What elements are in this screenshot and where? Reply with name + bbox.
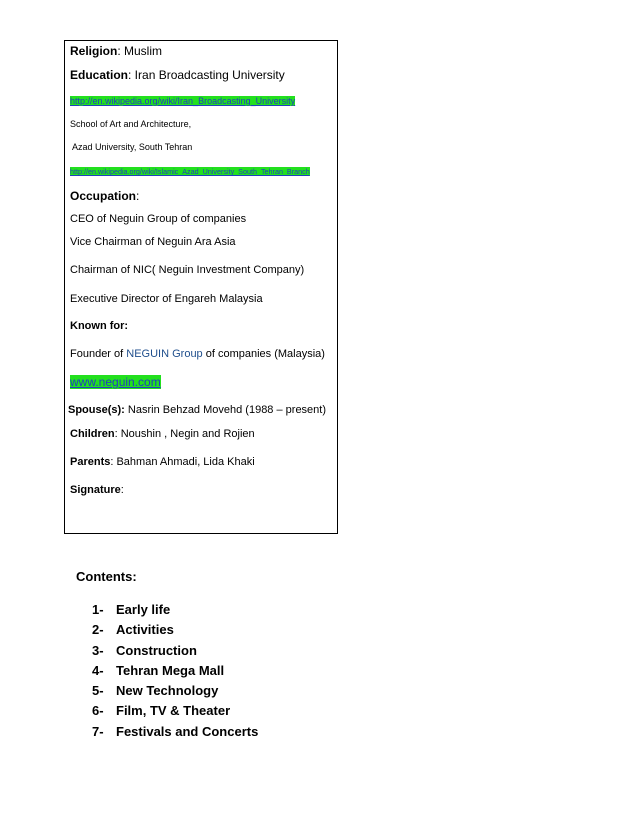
occupation-item: Executive Director of Engareh Malaysia (70, 293, 263, 305)
education-label: Education (70, 68, 129, 82)
website-link[interactable]: www.neguin.com (70, 375, 161, 389)
contents-item-number: 4- (92, 662, 104, 678)
contents-item[interactable] (92, 600, 258, 620)
signature-label: Signature (70, 484, 121, 496)
founder-before: Founder of (70, 348, 127, 360)
contents-item-number: 6- (92, 703, 104, 719)
education-link[interactable]: http://en.wikipedia.org/wiki/Iran_Broadcasting_University (70, 96, 296, 106)
religion-value: : Muslim (117, 44, 163, 58)
contents-item-label: Festivals and Concerts (116, 723, 259, 739)
azad-link-row (70, 167, 310, 176)
signature-value: : (120, 484, 124, 496)
occupation-item: Chairman of NIC( Neguin Investment Company) (70, 264, 305, 276)
contents-item[interactable] (92, 661, 258, 681)
religion-row (70, 44, 162, 58)
contents-item[interactable] (92, 722, 258, 742)
parents-row (70, 456, 255, 468)
contents-item-number: 5- (92, 683, 104, 699)
contents-title: Contents: (76, 569, 137, 584)
contents-item-label: Film, TV & Theater (116, 703, 231, 719)
azad-line: Azad University, South Tehran (72, 142, 193, 152)
contents-item[interactable] (92, 681, 258, 701)
website-row (70, 375, 161, 389)
azad-link[interactable]: http://en.wikipedia.org/wiki/Islamic_Azad_University_South_Tehran_Branch (70, 167, 310, 176)
neguin-group-text: NEGUIN Group (126, 348, 203, 360)
contents-item[interactable] (92, 701, 258, 721)
occupation-item: CEO of Neguin Group of companies (70, 213, 247, 225)
contents-list (92, 600, 258, 742)
education-row (70, 68, 285, 82)
known-for-label: Known for: (70, 320, 129, 332)
contents-item-label: Activities (116, 622, 174, 638)
contents-item-label: Tehran Mega Mall (116, 662, 225, 678)
parents-label: Parents (70, 456, 111, 468)
spouse-label: Spouse(s): (68, 404, 125, 416)
contents-item-number: 7- (92, 723, 104, 739)
parents-value: : Bahman Ahmadi, Lida Khaki (110, 456, 255, 468)
children-row (70, 428, 255, 440)
contents-item[interactable] (92, 620, 258, 640)
education-value: : Iran Broadcasting University (128, 68, 285, 82)
spouse-value: Nasrin Behzad Movehd (1988 – present) (124, 404, 327, 416)
occupation-item: Vice Chairman of Neguin Ara Asia (70, 236, 236, 248)
contents-item-label: Construction (116, 642, 197, 658)
founder-after: of companies (Malaysia) (202, 348, 325, 360)
spouse-row (68, 404, 326, 416)
children-label: Children (70, 428, 115, 440)
contents-item-number: 2- (92, 622, 104, 638)
contents-item-number: 1- (92, 602, 104, 617)
religion-label: Religion (70, 44, 118, 58)
occupation-value: : (136, 189, 140, 203)
contents-item[interactable] (92, 641, 258, 661)
infobox (64, 40, 338, 534)
founder-row (70, 348, 325, 360)
occupation-label: Occupation (70, 189, 137, 203)
contents-item-label: New Technology (116, 683, 219, 699)
school-line: School of Art and Architecture, (70, 119, 192, 129)
contents-item-number: 3- (92, 642, 104, 658)
signature-row (70, 484, 124, 496)
occupation-row (70, 189, 139, 203)
children-value: : Noushin , Negin and Rojien (114, 428, 255, 440)
education-link-row (70, 96, 295, 106)
contents-item-label: Early life (116, 602, 171, 617)
